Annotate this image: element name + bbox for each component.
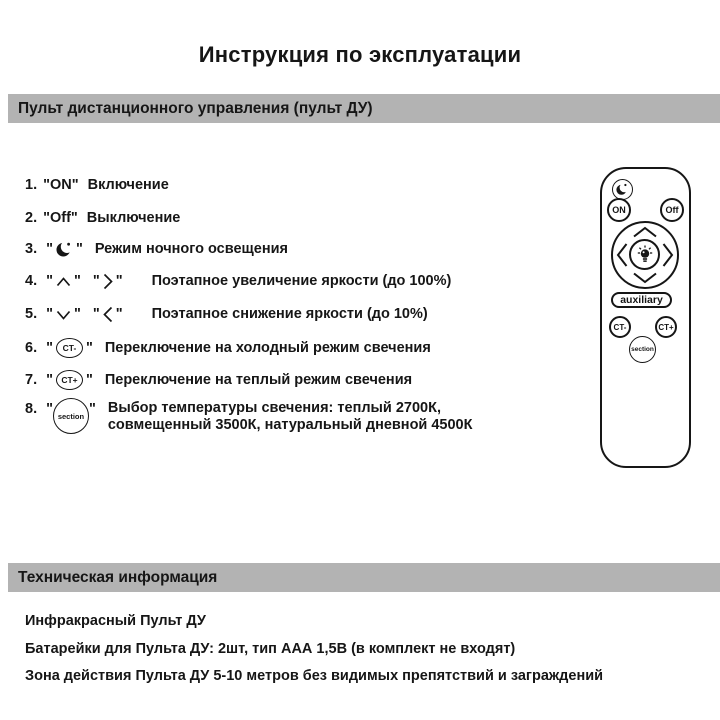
list-item-6 bbox=[25, 338, 431, 358]
quote-mark: " bbox=[75, 241, 83, 257]
quote-mark: " bbox=[92, 306, 100, 322]
button-reference: "ON" bbox=[43, 177, 79, 193]
quote-mark: " bbox=[46, 273, 53, 289]
quote-mark: " bbox=[85, 339, 93, 356]
chevron-left-icon bbox=[616, 242, 628, 268]
item-text: Режим ночного освещения bbox=[94, 241, 288, 257]
item-text: Переключение на холодный режим свечения bbox=[104, 339, 431, 356]
ct-plus-button: CT+ bbox=[655, 316, 677, 338]
item-text: Выключение bbox=[86, 210, 181, 226]
chevron-down-icon bbox=[632, 272, 658, 284]
quote-mark: " bbox=[88, 401, 96, 417]
section-button: section bbox=[629, 336, 656, 363]
item-text bbox=[108, 400, 473, 434]
list-item-3 bbox=[25, 241, 288, 258]
ct-minus-button: CT- bbox=[609, 316, 631, 338]
item-number: 7. bbox=[25, 371, 38, 388]
off-button: Off bbox=[660, 198, 684, 222]
tech-info-line: Инфракрасный Пульт ДУ bbox=[25, 613, 206, 629]
moon-icon bbox=[56, 241, 73, 258]
auxiliary-button: auxiliary bbox=[611, 292, 672, 308]
quote-mark: " bbox=[46, 241, 53, 257]
section-header-tech bbox=[8, 563, 720, 592]
light-button bbox=[629, 239, 660, 270]
moon-icon bbox=[616, 183, 629, 196]
quote-mark: " bbox=[73, 306, 81, 322]
ct-minus-badge: CT- bbox=[56, 338, 83, 358]
page-title: Инструкция по эксплуатации bbox=[198, 42, 522, 67]
quote-mark: " bbox=[85, 371, 93, 388]
list-item-2 bbox=[25, 211, 180, 226]
on-button: ON bbox=[607, 198, 631, 222]
item-number: 3. bbox=[25, 241, 38, 257]
quote-mark: " bbox=[46, 306, 53, 322]
quote-mark: " bbox=[46, 371, 53, 388]
quote-mark: " bbox=[46, 401, 53, 417]
item-number: 8. bbox=[25, 401, 38, 417]
section-header-tech-label: Техническая информация bbox=[18, 568, 218, 586]
chevron-down-icon bbox=[56, 310, 71, 320]
quote-mark: " bbox=[92, 273, 100, 289]
item-text: Поэтапное снижение яркости (до 10%) bbox=[151, 306, 428, 322]
item-number: 1. bbox=[25, 177, 38, 193]
item-number: 4. bbox=[25, 273, 38, 289]
chevron-left-icon bbox=[103, 306, 113, 323]
item-text: Поэтапное увеличение яркости (до 100%) bbox=[151, 273, 452, 289]
chevron-up-icon bbox=[56, 277, 71, 287]
item-number: 6. bbox=[25, 339, 38, 356]
section-header-remote-label: Пульт дистанционного управления (пульт ДУ) bbox=[18, 99, 373, 117]
brightness-navpad bbox=[611, 221, 679, 289]
remote-control-illustration bbox=[600, 167, 691, 468]
quote-mark: " bbox=[115, 273, 123, 289]
item-number: 5. bbox=[25, 306, 38, 322]
lightbulb-icon bbox=[637, 245, 653, 264]
list-item-7 bbox=[25, 370, 412, 390]
section-badge: section bbox=[53, 398, 89, 434]
item-text: Включение bbox=[87, 177, 169, 193]
button-reference: "Off" bbox=[43, 210, 78, 226]
tech-info-line: Батарейки для Пульта ДУ: 2шт, тип ААА 1,5В (в комплект не входят) bbox=[25, 641, 516, 657]
section-header-remote bbox=[8, 94, 720, 123]
quote-mark: " bbox=[115, 306, 123, 322]
item-text-line1: Выбор температуры свечения: теплый 2700К, bbox=[107, 400, 442, 416]
list-item-4 bbox=[25, 273, 451, 290]
night-mode-button bbox=[612, 179, 633, 200]
item-text-line2: совмещенный 3500К, натуральный дневной 4500К bbox=[107, 417, 473, 433]
quote-mark: " bbox=[46, 339, 53, 356]
quote-mark: " bbox=[73, 273, 81, 289]
list-item-5 bbox=[25, 306, 428, 323]
list-item-8 bbox=[25, 400, 472, 434]
item-number: 2. bbox=[25, 210, 38, 226]
chevron-right-icon bbox=[103, 273, 113, 290]
tech-info-line: Зона действия Пульта ДУ 5-10 метров без видимых препятствий и заграждений bbox=[25, 668, 604, 684]
chevron-up-icon bbox=[632, 226, 658, 238]
chevron-right-icon bbox=[662, 242, 674, 268]
ct-plus-badge: CT+ bbox=[56, 370, 83, 390]
list-item-1 bbox=[25, 178, 169, 193]
item-text: Переключение на теплый режим свечения bbox=[104, 371, 413, 388]
